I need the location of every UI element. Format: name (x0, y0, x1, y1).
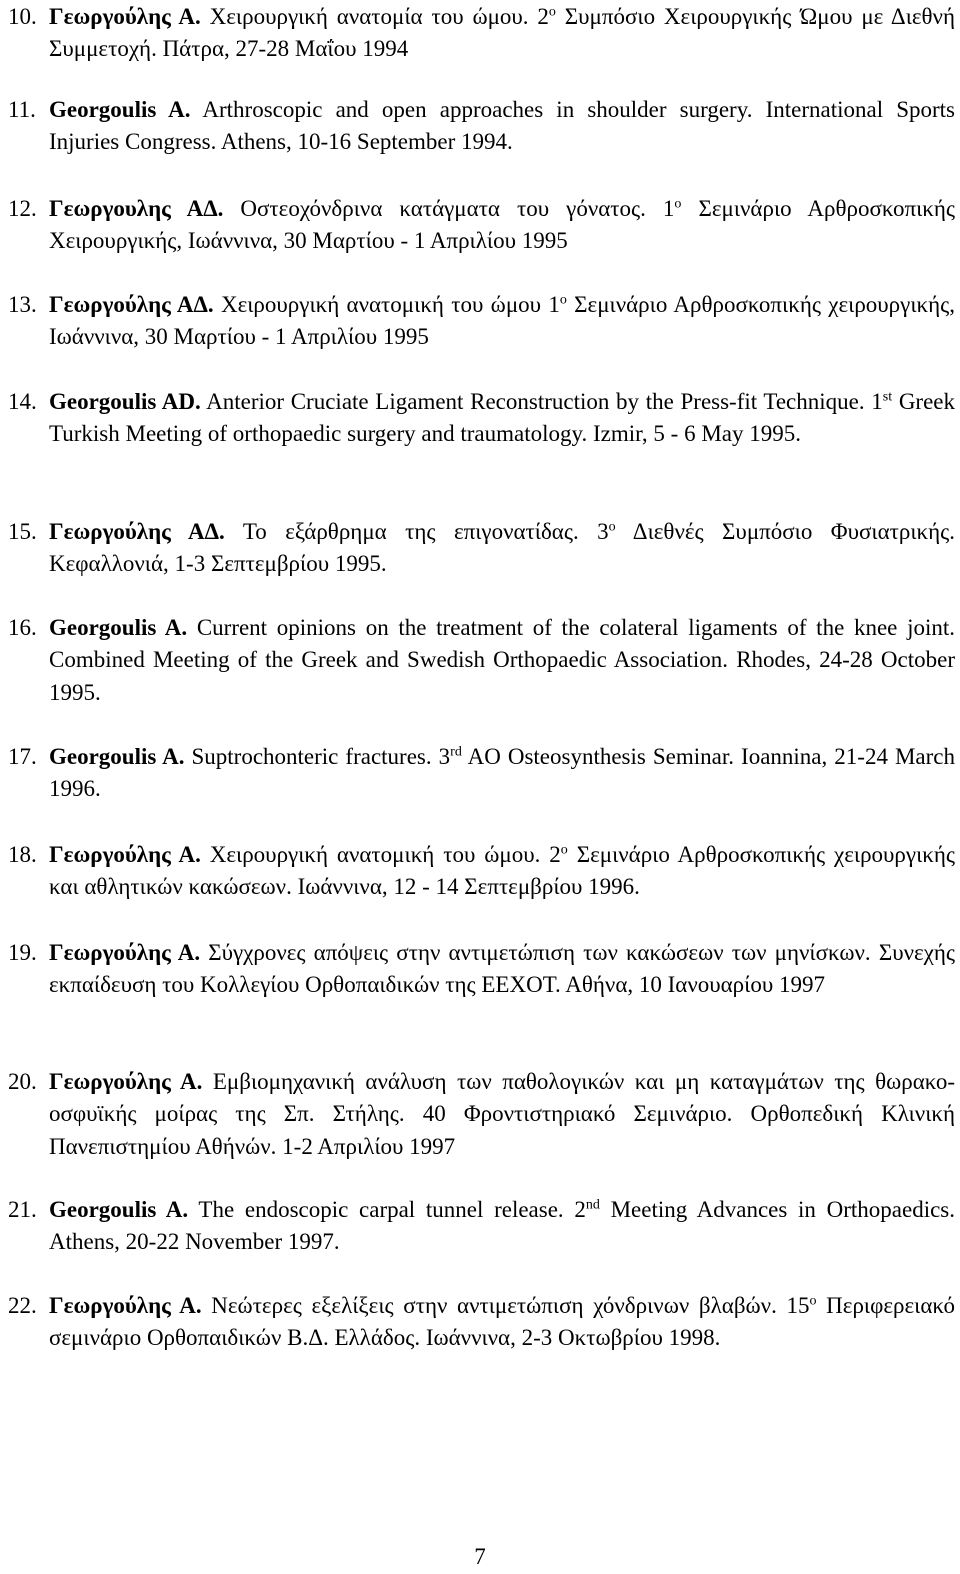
entry-body: Το εξάρθρημα της επιγονατίδας. 3 (224, 519, 609, 544)
entry-text (49, 193, 955, 258)
entry-text (49, 1, 955, 66)
reference-entry (8, 741, 955, 806)
entry-body: Anterior Cruciate Ligament Reconstruction by the Press-fit Technique. 1 (200, 389, 883, 414)
entry-text (49, 1066, 955, 1163)
entry-text (49, 937, 955, 1002)
entry-number: 17. (8, 744, 37, 769)
reference-entry (8, 937, 955, 1002)
entry-body: Οστεοχόνδρινα κατάγματα του γόνατος. 1 (223, 196, 675, 221)
entry-text (49, 516, 955, 581)
entry-body: Σύγχρονες απόψεις στην αντιμετώπιση των κακώσεων των μηνίσκων. Συνεχής εκπαίδευση του Κολλεγίου Ορθοπαιδικών της ΕΕΧΟΤ. Αθήνα, 10 Ιανουαρίου 1997 (49, 940, 955, 998)
entry-text (49, 741, 955, 806)
entry-author: Γεωργούλης Α. (49, 1293, 202, 1318)
entry-text (49, 1194, 955, 1259)
entry-author: Γεωργουλης ΑΔ. (49, 196, 224, 221)
entry-body-continued: Διεθνές Συμπόσιο Φυσιατρικής. Κεφαλλονιά, 1-3 Σεπτεμβρίου 1995. (49, 519, 955, 577)
entry-body-continued: Σεμινάριο Αρθροσκοπικής Χειρουργικής, Ιωάννινα, 30 Μαρτίου - 1 Απριλίου 1995 (49, 196, 955, 254)
reference-entry (8, 1066, 955, 1163)
ordinal-superscript: nd (585, 1197, 600, 1213)
entry-number: 16. (8, 615, 37, 640)
entry-number: 22. (8, 1293, 37, 1318)
entry-number: 10. (8, 4, 37, 29)
entry-author: Georgoulis AD. (49, 389, 201, 414)
reference-entry (8, 1290, 955, 1355)
entry-text (49, 289, 955, 354)
entry-body: Νεώτερες εξελίξεις στην αντιμετώπιση χόνδρινων βλαβών. 15 (201, 1293, 810, 1318)
ordinal-superscript: rd (450, 744, 462, 760)
reference-entry (8, 193, 955, 258)
entry-body-continued: Συμπόσιο Χειρουργικής Ώμου με Διεθνή Συμμετοχή. Πάτρα, 27-28 Μαΐου 1994 (49, 4, 955, 62)
entry-body-continued: Σεμινάριο Αρθροσκοπικής χειρουργικής, Ιωάννινα, 30 Μαρτίου - 1 Απριλίου 1995 (49, 292, 955, 350)
entry-author: Γεωργούλης Α. (49, 940, 201, 965)
entry-author: Georgoulis A. (49, 1197, 189, 1222)
reference-entry (8, 94, 955, 159)
entry-text (49, 386, 955, 451)
reference-entry (8, 1194, 955, 1259)
entry-text (49, 612, 955, 709)
entry-author: Georgoulis A. (49, 744, 185, 769)
reference-entry (8, 612, 955, 709)
reference-entry (8, 289, 955, 354)
entry-body: Arthroscopic and open approaches in shoulder surgery. International Sports Injuries Congress. Athens, 10-16 September 1994. (49, 97, 955, 155)
ordinal-superscript: st (882, 389, 893, 405)
entry-body: Χειρουργική ανατομική του ώμου 1 (213, 292, 560, 317)
reference-entry (8, 516, 955, 581)
entry-number: 14. (8, 389, 37, 414)
entry-number: 18. (8, 842, 37, 867)
entry-body: Suptrochonteric fractures. 3 (184, 744, 451, 769)
ordinal-superscript: ο (559, 292, 567, 308)
entry-text (49, 1290, 955, 1355)
entry-text (49, 839, 955, 904)
ordinal-superscript: ο (560, 842, 568, 858)
entry-body-continued: Meeting Advances in Orthopaedics. Athens, 20-22 November 1997. (49, 1197, 955, 1255)
entry-author: Georgoulis A. (49, 97, 191, 122)
entry-number: 20. (8, 1069, 37, 1094)
entry-body: The endoscopic carpal tunnel release. 2 (188, 1197, 586, 1222)
ordinal-superscript: ο (548, 4, 556, 20)
entry-number: 12. (8, 196, 37, 221)
entry-body-continued: AO Osteosynthesis Seminar. Ioannina, 21-24 March 1996. (49, 744, 955, 802)
entry-body-continued: Σεμινάριο Αρθροσκοπικής χειρουργικής και αθλητικών κακώσεων. Ιωάννινα, 12 - 14 Σεπτεμβρίου 1996. (49, 842, 955, 900)
entry-body: Εμβιομηχανική ανάλυση των παθολογικών και μη καταγμάτων της θωρακο-οσφυϊκής μοίρας της Σπ. Στήλης. 40 Φροντιστηριακό Σεμινάριο. Ορθοπεδική Κλινική Πανεπιστημίου Αθήνών. 1-2 Απριλίου 1997 (49, 1069, 955, 1159)
entry-number: 15. (8, 519, 37, 544)
entry-author: Georgoulis A. (49, 615, 188, 640)
entry-body: Current opinions on the treatment of the colateral ligaments of the knee joint. Combined Meeting of the Greek and Swedish Orthopaedic Association. Rhodes, 24-28 October 1995. (49, 615, 955, 705)
entry-body-continued: Greek Turkish Meeting of orthopaedic surgery and traumatology. Izmir, 5 - 6 May 1995. (49, 389, 956, 447)
entry-body-continued: Περιφερειακό σεμινάριο Ορθοπαιδικών Β.Δ. Ελλάδος. Ιωάννινα, 2-3 Οκτωβρίου 1998. (49, 1293, 956, 1351)
ordinal-superscript: ο (674, 196, 682, 212)
entry-number: 11. (8, 97, 36, 122)
reference-entry (8, 386, 955, 451)
entry-author: Γεωργούλης ΑΔ. (49, 519, 225, 544)
entry-author: Γεωργούλης Α. (49, 4, 201, 29)
entry-number: 13. (8, 292, 37, 317)
reference-entry (8, 839, 955, 904)
entry-text (49, 94, 955, 159)
entry-number: 19. (8, 940, 37, 965)
entry-author: Γεωργούλης Α. (49, 1069, 203, 1094)
reference-entry (8, 1, 955, 66)
entry-author: Γεωργούλης ΑΔ. (49, 292, 214, 317)
ordinal-superscript: ο (608, 519, 616, 535)
entry-body: Χειρουργική ανατομία του ώμου. 2 (200, 4, 549, 29)
page-number: 7 (474, 1544, 486, 1569)
entry-author: Γεωργούλης Α. (49, 842, 201, 867)
entry-number: 21. (8, 1197, 37, 1222)
entry-body: Χειρουργική ανατομική του ώμου. 2 (200, 842, 561, 867)
ordinal-superscript: ο (809, 1293, 817, 1309)
